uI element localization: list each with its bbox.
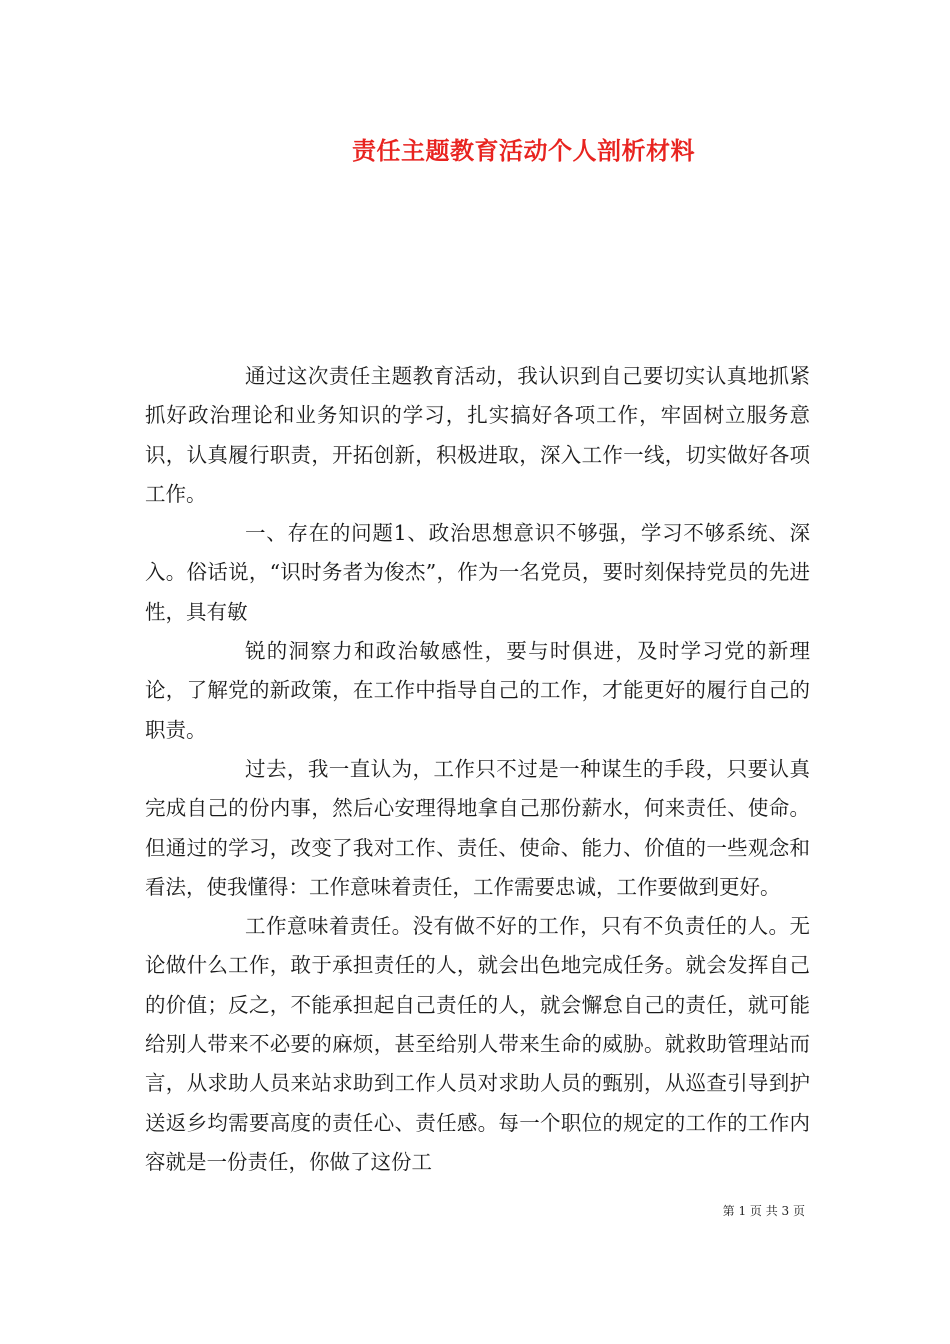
paragraph: 一、存在的问题1、政治思想意识不够强，学习不够系统、深入。俗话说，“识时务者为俊杰”，作为一名党员，要时刻保持党员的先进性，具有敏	[145, 521, 810, 624]
paragraph: 过去，我一直认为，工作只不过是一种谋生的手段，只要认真完成自己的份内事，然后心安理得地拿自己那份薪水，何来责任、使命。但通过的学习，改变了我对工作、责任、使命、能力、价值的一些观念和看法，使我懂得：工作意味着责任，工作需要忠诚，工作要做到更好。	[145, 756, 810, 899]
document-body	[145, 357, 810, 1182]
page-number-footer: 第 1 页 共 3 页	[722, 1204, 805, 1218]
paragraph: 锐的洞察力和政治敏感性，要与时俱进，及时学习党的新理论，了解党的新政策，在工作中指导自己的工作，才能更好的履行自己的职责。	[145, 639, 810, 742]
document-title: 责任主题教育活动个人剖析材料	[352, 136, 695, 165]
paragraph: 通过这次责任主题教育活动，我认识到自己要切实认真地抓紧抓好政治理论和业务知识的学习，扎实搞好各项工作，牢固树立服务意识，认真履行职责，开拓创新，积极进取，深入工作一线，切实做好各项工作。	[145, 364, 810, 506]
paragraph: 工作意味着责任。没有做不好的工作，只有不负责任的人。无论做什么工作，敢于承担责任的人，就会出色地完成任务。就会发挥自己的价值；反之，不能承担起自己责任的人，就会懈怠自己的责任，就可能给别人带来不必要的麻烦，甚至给别人带来生命的威胁。就救助管理站而言，从求助人员来站求助到工作人员对求助人员的甄别，从巡查引导到护送返乡均需要高度的责任心、责任感。每一个职位的规定的工作的工作内容就是一份责任，你做了这份工	[145, 914, 810, 1174]
